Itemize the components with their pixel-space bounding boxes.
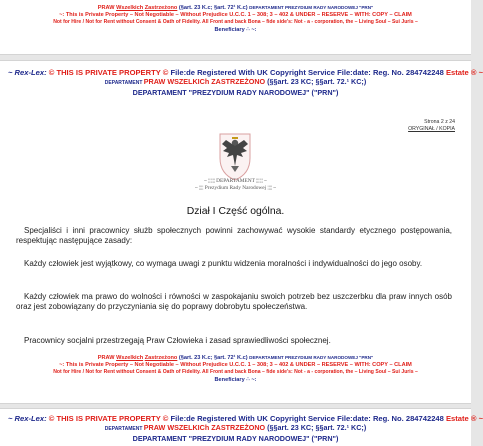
- page-3-header: [8, 414, 483, 444]
- header-line-3: DEPARTAMENT "PREZYDIUM RADY NARODOWEJ" ("PRN"): [132, 88, 339, 98]
- paragraph-3: Każdy człowiek ma prawo do wolności i równości w zaspokajaniu swoich potrzeb bez uszczerbku dla praw innych osób oraz jest zobowiązany do przyczyniania się do poprawy dobrobytu społeczeństwa.: [16, 292, 452, 312]
- original-copy-label: ORYGINAŁ / KOPIA: [408, 126, 455, 132]
- chapter-title: Dział I Część ogólna.: [186, 206, 285, 217]
- page-1-footer-region: [0, 0, 471, 55]
- footer-line-2: ~: This is Private Property – Not Negotiable – Without Prejudice U.C.C. 1 – 308; 3 – 402 & UNDER – RESERVE – WITH: COPY – CLAIM: [59, 12, 412, 19]
- p2-footer-line-3: Not for Hire / Not for Rent without Consent & Oath of Fidelity. All Front and back Bona – fide side's: Not - a - corporation, the – Living Soul – Sui Juris –: [53, 369, 418, 376]
- emblem-dept-line-1: ~ ¦¦¦¦¦¦ DEPARTAMENT ¦¦¦¦¦¦ ~: [204, 178, 267, 184]
- page-3-header-region: [0, 408, 483, 446]
- eagle-crest-icon: [214, 132, 256, 182]
- page-number: Strona 2 z 24: [424, 119, 455, 125]
- footer-block-1: [8, 4, 463, 34]
- page-2: [0, 60, 483, 404]
- p2-footer-line-1: PRAW Wszelkich Zastrzeżono (§art. 23 K.c; §art. 72¹ K.c) DEPARTAMENT PREZYDIUM RADY NARODOWEJ "PRN": [97, 355, 374, 361]
- paragraph-2: Każdy człowiek jest wyjątkowy, co wymaga uwagi z punktu widzenia moralności i indywidualności do jego osoby.: [24, 259, 423, 268]
- p2-footer-line-2: ~: This is Private Property – Not Negotiable – Without Prejudice U.C.C. 1 – 308; 3 – 402 & UNDER – RESERVE – WITH: COPY – CLAIM: [59, 362, 412, 369]
- emblem-dept-line-2: ~ ¦¦¦¦ Prezydium Rady Narodowej ¦¦¦¦ ~: [194, 185, 277, 191]
- eagle-crest-svg: [214, 132, 256, 182]
- page-header: [8, 68, 483, 98]
- paragraph-1: Specjaliści i inni pracownicy służb społecznych powinni zachowywać wysokie standardy etycznego postępowania, respektując następujące zasady:: [16, 226, 452, 246]
- footer-line-3: Not for Hire / Not for Rent without Consent & Oath of Fidelity. All Front and back Bona – fide side's: Not - a - corporation, the – Living Soul – Sui Juris –: [53, 19, 418, 26]
- footer-line-1: PRAW Wszelkich Zastrzeżono (§art. 23 K.c; §art. 72¹ K.c) DEPARTAMENT PREZYDIUM RADY NARODOWEJ "PRN": [97, 5, 374, 11]
- paragraph-4: Pracownicy socjalni przestrzegają Praw Człowieka i zasad sprawiedliwości społecznej.: [24, 336, 331, 345]
- footer-line-4: Beneficiary ∴ ~:: [214, 26, 257, 33]
- p3-header-line-3: DEPARTAMENT "PREZYDIUM RADY NARODOWEJ" ("PRN"): [132, 434, 339, 444]
- page-2-footer: [8, 354, 463, 384]
- p3-header-line-2: DEPARTAMENT PRAW WSZELKICh ZASTRZEŻONO (§§art. 23 KC; §§art. 72.¹ KC;): [104, 423, 367, 433]
- p3-header-line-1: ~ Rex-Lex: © THIS IS PRIVATE PROPERTY © File:de Registered With UK Copyright Service File:date: Reg. No. 284742248 Estate ® ~: [8, 414, 483, 423]
- header-line-1: ~ Rex-Lex: © THIS IS PRIVATE PROPERTY © File:de Registered With UK Copyright Service File:date: Reg. No. 284742248 Estate ® ~: [8, 68, 483, 77]
- header-line-2: DEPARTAMENT PRAW WSZELKICh ZASTRZEŻONO (§§art. 23 KC; §§art. 72.¹ KC;): [104, 77, 367, 87]
- p2-footer-line-4: Beneficiary ∴ ~:: [214, 376, 257, 383]
